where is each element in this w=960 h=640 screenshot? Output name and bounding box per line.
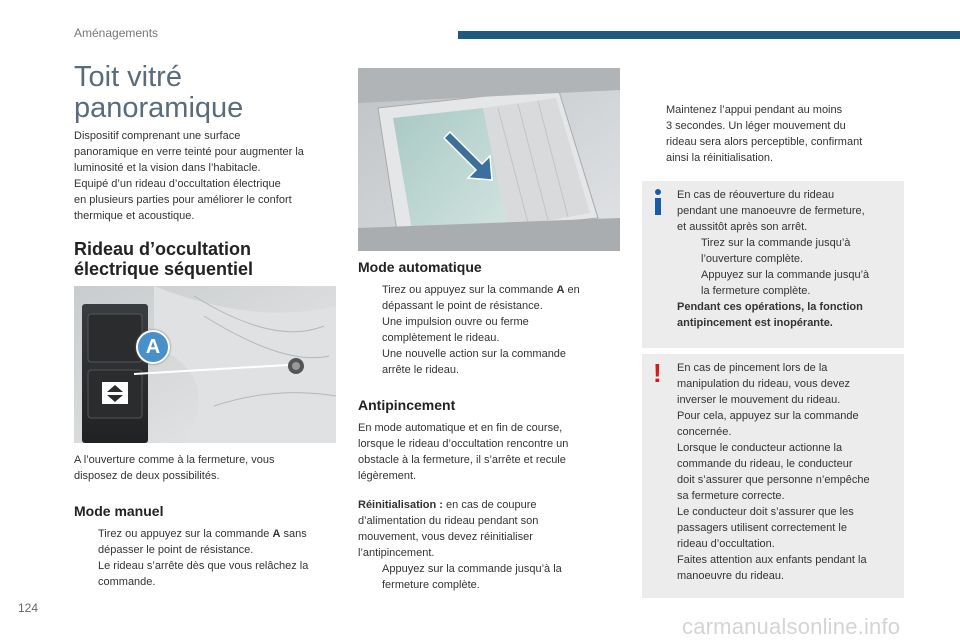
title-line-1: Toit vitré	[74, 61, 182, 93]
warning-exclamation-icon: !	[653, 358, 662, 388]
text-line: Appuyez sur la commande jusqu’à	[701, 269, 870, 281]
watermark: carmanualsonline.info	[682, 614, 901, 639]
bullet-item	[642, 102, 904, 166]
text-line: Tirez ou appuyez sur la commande A en	[382, 284, 580, 296]
auto-mode-text	[358, 282, 620, 378]
intro-line: panoramique en verre teinté pour augmenter la	[74, 146, 304, 158]
text-line: Pour cela, appuyez sur la commande	[677, 410, 859, 422]
intro-text	[74, 128, 346, 224]
text-line: Le conducteur doit s’assurer que les	[677, 506, 854, 518]
text-line: manoeuvre du rideau.	[677, 570, 785, 582]
text-line: A l’ouverture comme à la fermeture, vous	[74, 454, 275, 466]
page-number: 124	[18, 601, 39, 615]
text-line: Lorsque le conducteur actionne la	[677, 442, 843, 454]
info-text	[677, 187, 899, 331]
warning-text	[677, 360, 901, 584]
text-line: En cas de pincement lors de la	[677, 362, 828, 374]
heading-line: Rideau d’occultation	[74, 239, 252, 259]
text-line: pendant une manoeuvre de fermeture,	[677, 205, 865, 217]
page-title	[74, 62, 344, 124]
text-line: Tirez ou appuyez sur la commande A sans	[98, 528, 307, 540]
text-line: Appuyez sur la commande jusqu’à la	[382, 563, 562, 575]
intro-line: luminosité et la vision dans l’habitacle.	[74, 162, 261, 174]
maintain-text	[642, 102, 904, 166]
text-line: Tirez sur la commande jusqu’à	[701, 237, 851, 249]
callout-a-badge: A	[136, 330, 170, 364]
sunroof-photo	[358, 68, 620, 251]
switch-photo	[74, 286, 336, 443]
info-box	[642, 181, 904, 348]
sunroof-illustration	[358, 68, 620, 251]
section-label: Aménagements	[74, 26, 159, 40]
text-line: légèrement.	[358, 470, 417, 482]
manual-mode-heading: Mode manuel	[74, 503, 164, 519]
intro-line: en plusieurs parties pour améliorer le confort	[74, 194, 292, 206]
warning-box	[642, 354, 904, 598]
info-icon	[655, 189, 661, 215]
text-line: Une impulsion ouvre ou ferme	[382, 316, 529, 328]
text-line: obstacle à la fermeture, il s’arrête et recule	[358, 454, 566, 466]
heading-line: électrique séquentiel	[74, 259, 254, 279]
text-line: Réinitialisation : en cas de coupure	[358, 499, 537, 511]
text-line: dépassant le point de résistance.	[382, 300, 543, 312]
manual-mode-text	[74, 526, 346, 590]
switch-illustration	[74, 286, 336, 443]
text-line: manipulation du rideau, vous devez	[677, 378, 851, 390]
text-line: Maintenez l’appui pendant au moins	[666, 104, 843, 116]
reinit-text	[358, 497, 620, 593]
possibilities-text	[74, 452, 346, 484]
text-line: concernée.	[677, 426, 732, 438]
text-line: rideau sera alors perceptible, confirmant	[666, 136, 863, 148]
title-line-2: panoramique	[74, 92, 244, 124]
text-line: Pendant ces opérations, la fonction	[677, 301, 863, 313]
text-line: Le rideau s’arrête dès que vous relâchez la	[98, 560, 309, 572]
header-bar	[458, 31, 960, 39]
bullet-item	[677, 235, 899, 267]
section-heading-rideau	[74, 239, 346, 279]
bullet-item	[74, 526, 346, 590]
text-line: arrête le rideau.	[382, 364, 460, 376]
intro-line: Dispositif comprenant une surface	[74, 130, 241, 142]
text-line: et aussitôt après son arrêt.	[677, 221, 808, 233]
text-line: l’antipincement.	[358, 547, 435, 559]
bullet-item	[358, 561, 620, 593]
intro-line: Equipé d’un rideau d’occultation électrique	[74, 178, 281, 190]
intro-line: thermique et acoustique.	[74, 210, 195, 222]
text-line: 3 secondes. Un léger mouvement du	[666, 120, 846, 132]
text-line: passagers utilisent correctement le	[677, 522, 847, 534]
text-line: la fermeture complète.	[701, 285, 811, 297]
text-line: fermeture complète.	[382, 579, 480, 591]
text-line: commande du rideau, le conducteur	[677, 458, 853, 470]
bullet-item	[358, 282, 620, 378]
text-line: dépasser le point de résistance.	[98, 544, 254, 556]
text-line: Faites attention aux enfants pendant la	[677, 554, 867, 566]
text-line: commande.	[98, 576, 156, 588]
text-line: d’alimentation du rideau pendant son	[358, 515, 539, 527]
antipinch-text	[358, 420, 620, 484]
text-line: ainsi la réinitialisation.	[666, 152, 773, 164]
text-line: l’ouverture complète.	[701, 253, 804, 265]
text-line: antipincement est inopérante.	[677, 317, 833, 329]
antipinch-heading: Antipincement	[358, 397, 456, 413]
text-line: rideau d’occultation.	[677, 538, 775, 550]
bullet-item	[677, 267, 899, 299]
text-line: doit s’assurer que personne n’empêche	[677, 474, 870, 486]
text-line: Une nouvelle action sur la commande	[382, 348, 567, 360]
text-line: lorsque le rideau d’occultation rencontre un	[358, 438, 569, 450]
text-line: En mode automatique et en fin de course,	[358, 422, 563, 434]
text-line: inverser le mouvement du rideau.	[677, 394, 841, 406]
text-line: disposez de deux possibilités.	[74, 470, 220, 482]
text-line: En cas de réouverture du rideau	[677, 189, 835, 201]
text-line: sa fermeture correcte.	[677, 490, 785, 502]
auto-mode-heading: Mode automatique	[358, 259, 482, 275]
text-line: complètement le rideau.	[382, 332, 500, 344]
text-line: mouvement, vous devez réinitialiser	[358, 531, 533, 543]
